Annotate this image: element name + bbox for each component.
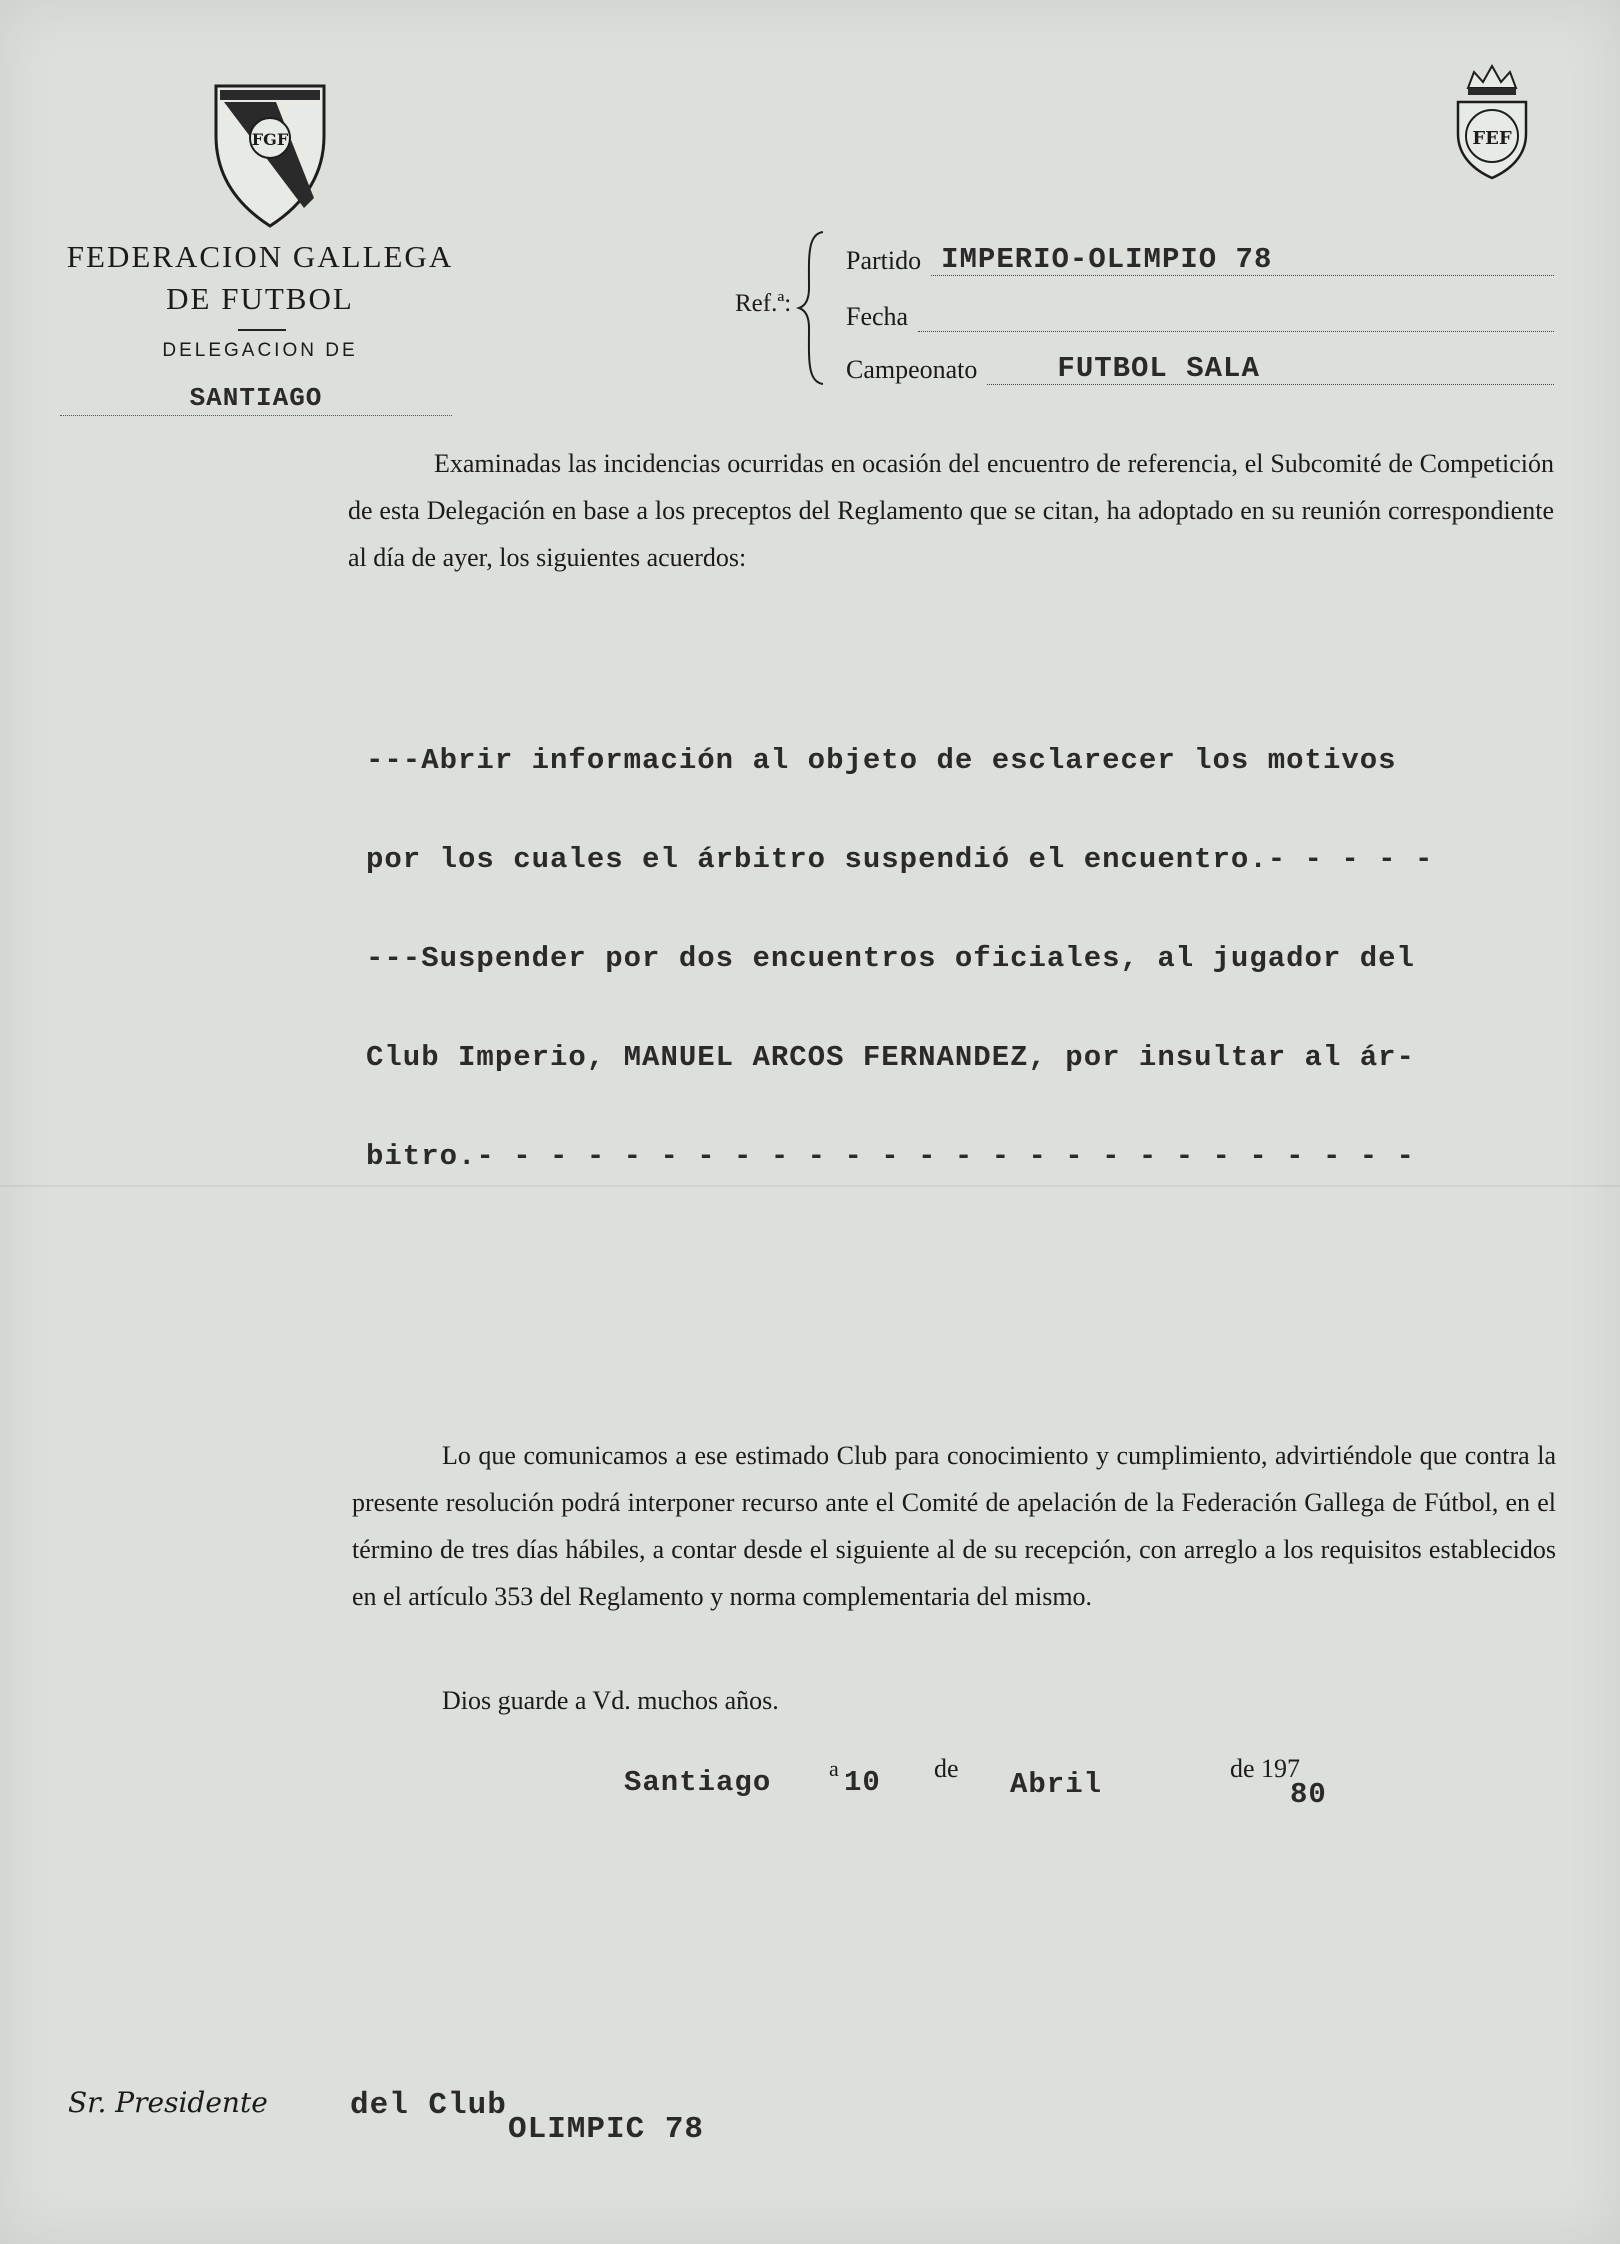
closing-text: Lo que comunicamos a ese estimado Club para conocimiento y cumplimiento, advirtiéndole que contra la presente resolución podrá interponer recurso ante el Comité de apelación de la Federación Gallega de Fútbol, en el término de tres días hábiles, a contar desde el siguiente al de su recepción, con arreglo a los requisitos establecidos en el artículo 353 del Reglamento y norma complementaria del mismo. (352, 1441, 1556, 1611)
resolution-line: ---Suspender por dos encuentros oficiales, al jugador del (366, 942, 1415, 975)
campeonato-field (846, 345, 1554, 385)
addressee-club: OLIMPIC 78 (508, 2112, 705, 2147)
closing-paragraph (352, 1432, 1556, 1620)
date-day: 10 (844, 1766, 881, 1799)
resolution-line: Club Imperio, MANUEL ARCOS FERNANDEZ, por insultar al ár- (366, 1041, 1415, 1074)
farewell: Dios guarde a Vd. muchos años. (442, 1686, 779, 1715)
resolution-line: ---Abrir información al objeto de esclarecer los motivos (366, 744, 1397, 777)
partido-label: Partido (846, 246, 922, 275)
date-place: Santiago (624, 1766, 772, 1799)
campeonato-value: FUTBOL SALA (987, 354, 1554, 385)
intro-paragraph (348, 440, 1554, 581)
salutation: Sr. Presidente (68, 2086, 268, 2119)
curly-brace-icon (795, 228, 831, 388)
delegation-city: SANTIAGO (60, 383, 452, 416)
federation-name (40, 236, 480, 320)
fecha-value (918, 301, 1554, 332)
delegation-label: DELEGACION DE (162, 340, 358, 361)
crowned-federation-shield-icon (1452, 62, 1532, 180)
partido-field (846, 236, 1554, 276)
campeonato-label: Campeonato (846, 355, 978, 384)
resolution-line: por los cuales el árbitro suspendió el encuentro.- - - - - (366, 843, 1434, 876)
resolution-text (366, 678, 1546, 1239)
fecha-field (846, 292, 1554, 332)
left-crest-monogram: FGF (251, 130, 289, 149)
addressee-line1: del Club (350, 2088, 507, 2123)
date-year-prefix: de 197 (1230, 1754, 1301, 1783)
date-year-suffix: 80 (1290, 1778, 1327, 1811)
federation-name-line1: FEDERACION GALLEGA (66, 239, 454, 274)
partido-value: IMPERIO-OLIMPIO 78 (931, 245, 1554, 276)
fecha-label: Fecha (846, 302, 909, 331)
right-crest-monogram: FEF (1472, 128, 1512, 149)
date-a: a (829, 1756, 839, 1781)
date-de-label: de (934, 1754, 959, 1783)
federation-name-line2: DE FUTBOL (166, 281, 354, 316)
intro-text: Examinadas las incidencias ocurridas en ocasión del encuentro de referencia, el Subcomité de Competición de esta Delegación en base a los preceptos del Reglamento que se citan, ha adoptado en su reunión correspondiente al día de ayer, los siguientes acuerdos: (348, 449, 1554, 572)
reference-label: Ref.ª: (735, 290, 792, 317)
date-month: Abril (1010, 1768, 1103, 1801)
federacion-gallega-shield-icon (210, 80, 330, 230)
letterhead-divider (238, 329, 286, 331)
resolution-line: bitro.- - - - - - - - - - - - - - - - - - - - - - - - - - (366, 1140, 1415, 1173)
